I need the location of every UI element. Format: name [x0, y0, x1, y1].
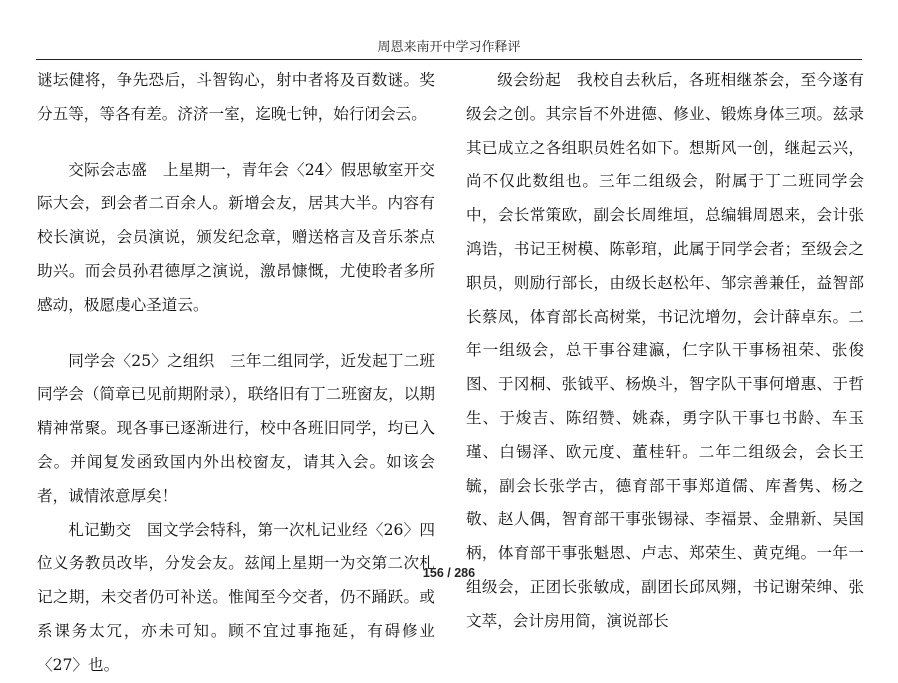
right-column — [466, 64, 864, 639]
paragraph-notes-submission: 札记勤交 国文学会特科，第一次札记业经〈26〉四位义务教员改毕，分发会友。兹闻上星期一为交第二次札记之期，未交者仍可补送。惟闻至今交者，仍不踊跃。或系课务太冗，亦未可知。顾不宜过事拖延，有碍修业〈27〉也。 — [37, 520, 435, 674]
paragraph-alumni-association: 同学会〈25〉之组织 三年二组同学，近发起丁二班同学会（简章已见前期附录），联络旧有丁二班窗友，以期精神常聚。现各事已逐渐进行，校中各班旧同学，均已入会。并闻复发函致国内外出校窗友，请其入会。如该会者，诚情浓意厚矣！ — [37, 351, 435, 505]
page-number: 156 / 286 — [422, 566, 476, 580]
header-rule — [36, 59, 862, 60]
paragraph-riddle-continuation: 谜坛健将，争先恐后，斗智钩心，射中者将及百数谜。奖分五等，等各有差。济济一室，迄晚七钟，始行闭会云。 — [37, 71, 435, 123]
left-column — [37, 64, 435, 683]
paragraph-class-associations: 级会纷起 我校自去秋后，各班相继茶会，至今遂有级会之创。其宗旨不外进德、修业、锻炼身体三项。兹录其已成立之各组职员姓名如下。想斯风一创，继起云兴，尚不仅此数组也。三年二组级会，附属于丁二班同学会中，会长常策欧，副会长周维垣，总编辑周恩来，会计张鸿诰，书记王树模、陈彰琯，此属于同学会者；至级会之职员，则励行部长，由级长赵松年、邹宗善兼任，益智部长蔡凤，体育部长高树棠，书记沈增勿，会计薛卓东。二年一组级会，总干事谷建瀛，仁字队干事杨祖荣、张俊图、于冈桐、张钺平、杨焕斗，智字队干事何增惠、于哲生、于焌吉、陈绍赞、姚森，勇字队干事乜书龄、车玉瑾、白锡泽、欧元度、董桂轩。二年二组级会，会长王毓，副会长张学古，德育部干事郑道儒、库耆隽、杨之敬、赵人偶，智育部干事张锡禄、李福景、金鼎新、吴国柄，体育部干事张魁恩、卢志、郑荣生、黄克绳。一年一组级会，正团长张敏成，副团长邱凤翙，书记谢荣绅、张文萃，会计房用简，演说部长 — [466, 71, 864, 630]
running-header: 周恩来南开中学习作释评 — [377, 40, 521, 55]
paragraph-social-meeting: 交际会志盛 上星期一，青年会〈24〉假思敏室开交际大会，到会者二百余人。新增会友，居其大半。内容有校长演说，会员演说，颁发纪念章，赠送格言及音乐茶点助兴。而会员孙君德厚之演说，激昂慷慨，尤使聆者多所感动，极愿虔心圣道云。 — [37, 160, 435, 314]
